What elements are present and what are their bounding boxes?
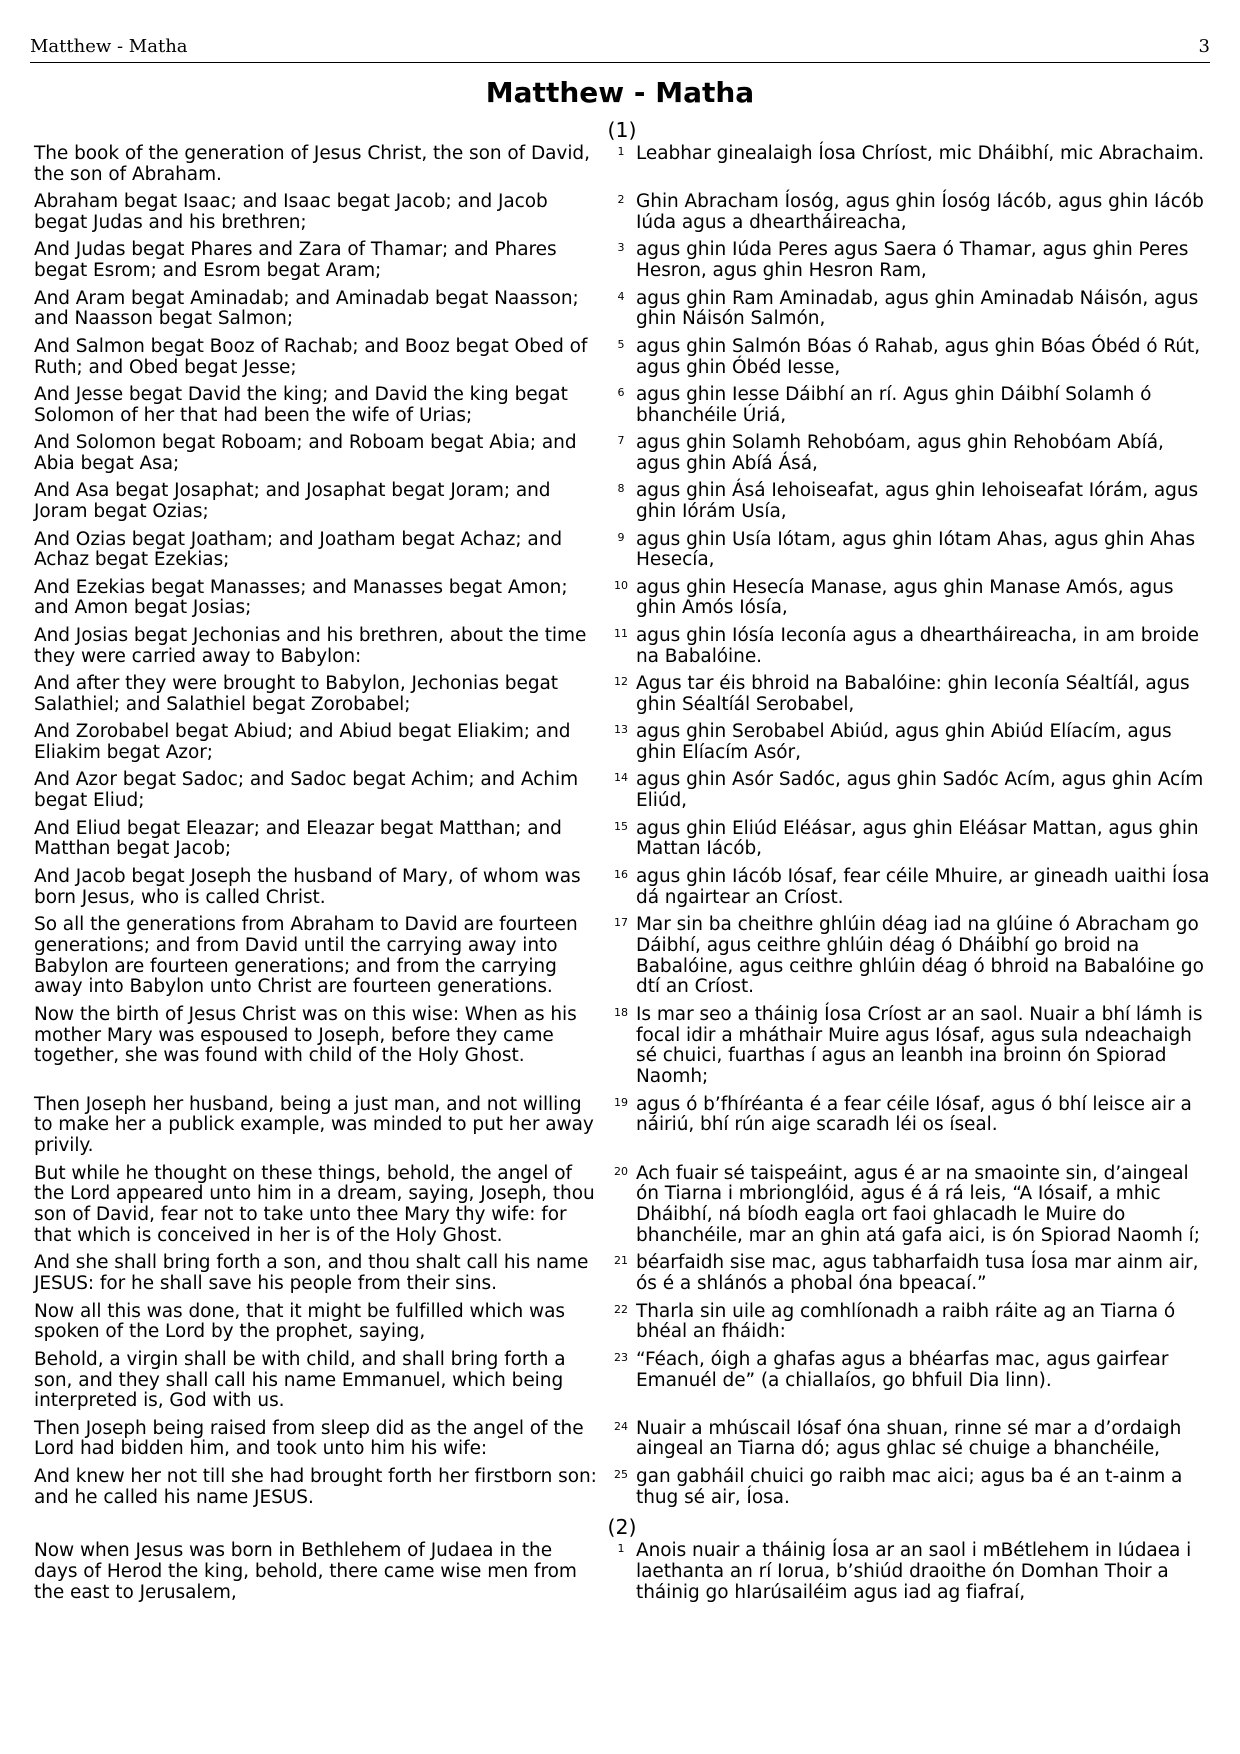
verse-english: And Jesse begat David the king; and David the king begat Solomon of her that had been the wife of Urias; (34, 383, 568, 426)
verse-row (34, 144, 1210, 186)
verse-number: 16 (614, 867, 628, 881)
verse-irish: agus ghin Hesecía Manase, agus ghin Manase Amós, agus ghin Amós Iósía, (636, 576, 1174, 619)
verse-number: 17 (614, 916, 628, 929)
verse-english: And Judas begat Phares and Zara of Thamar; and Phares begat Esrom; and Esrom begat Aram; (34, 239, 557, 282)
verse-number: 13 (614, 723, 628, 737)
verse-irish: béarfaidh sise mac, agus tabharfaidh tusa Íosa mar ainm air, ós é a shlánós a phobal óna bpeacaí.” (636, 1252, 1199, 1295)
verse-english: Now all this was done, that it might be fulfilled which was spoken of the Lord by the prophet, saying, (34, 1300, 565, 1343)
verse-number: 12 (614, 675, 628, 689)
verse-number: 2 (617, 193, 625, 207)
verse-english: And Ozias begat Joatham; and Joatham begat Achaz; and Achaz begat Ezekias; (34, 528, 563, 571)
verse-english: And after they were brought to Babylon, Jechonias begat Salathiel; and Salathiel begat Zorobabel; (34, 673, 559, 715)
verse-row (34, 1164, 1210, 1247)
verse-row (34, 1253, 1210, 1295)
verse-number: 22 (614, 1302, 628, 1316)
verse-number: 14 (614, 771, 628, 785)
verse-irish: Ach fuair sé taispeáint, agus é ar na smaointe sin, d’aingeal ón Tiarna i mbrionglóid, agus é á rá leis, “A Iósaif, a mhic Dháibhí, ná bíodh eagla ort faoi ghlacadh le Muire do bhanchéile, mar an ghin atá gafa aici, is ón Spiorad Naomh í; (636, 1162, 1200, 1246)
verse-row (34, 1350, 1210, 1412)
verse-row (34, 867, 1210, 909)
verse-irish: agus ghin Iúda Peres agus Saera ó Thamar, agus ghin Peres Hesron, agus ghin Hesron Ram, (636, 239, 1189, 282)
verse-irish: Mar sin ba cheithre ghlúin déag iad na glúine ó Abracham go Dáibhí, agus ceithre ghlúin déag ó Dháibhí go broid na Babalóine, agus ceithre ghlúin déag ó bhroid na Babalóine go dtí an Críost. (636, 914, 1204, 998)
verse-row (34, 337, 1210, 379)
verse-row (34, 674, 1210, 716)
verse-number: 23 (614, 1350, 628, 1364)
verse-irish: agus ghin Iácób Iósaf, fear céile Mhuire, ar gineadh uaithi Íosa dá ngairtear an Críost. (636, 865, 1210, 908)
chapter-heading: (2) (607, 1515, 637, 1540)
verse-irish: agus ghin Eliúd Eléásar, agus ghin Eléásar Mattan, agus ghin Mattan Iácób, (636, 817, 1199, 860)
verse-number: 11 (614, 626, 628, 640)
chapter-heading: (1) (607, 118, 637, 142)
verse-irish: Agus tar éis bhroid na Babalóine: ghin Ieconía Séaltíál, agus ghin Séaltíál Serobabel, (636, 673, 1190, 715)
verse-english: Behold, a virgin shall be with child, and shall bring forth a son, and they shall call his name Emmanuel, which being interpreted is, God with us. (34, 1348, 566, 1412)
verse-irish: agus ghin Iesse Dáibhí an rí. Agus ghin Dáibhí Solamh ó bhanchéile Úriá, (636, 383, 1152, 426)
verse-english: The book of the generation of Jesus Christ, the son of David, the son of Abraham. (34, 143, 590, 185)
verse-english: So all the generations from Abraham to David are fourteen generations; and from David until the carrying away into Babylon are fourteen generations; and from the carrying away into Babylon unto Christ are fourteen generations. (34, 914, 578, 998)
verse-english: And Eliud begat Eleazar; and Eleazar begat Matthan; and Matthan begat Jacob; (34, 817, 562, 860)
verse-number: 9 (617, 530, 625, 544)
parallel-text (34, 118, 1210, 1610)
verse-irish: agus ghin Ásá Iehoiseafat, agus ghin Iehoiseafat Iórám, agus ghin Iórám Usía, (636, 480, 1199, 523)
verse-irish: gan gabháil chuici go raibh mac aici; agus ba é an t-ainm a thug sé air, Íosa. (636, 1465, 1183, 1508)
verse-english: Then Joseph her husband, being a just man, and not willing to make her a publick example, was minded to put her away privily. (34, 1093, 594, 1157)
verse-english: And Solomon begat Roboam; and Roboam begat Abia; and Abia begat Asa; (34, 432, 577, 474)
verse-english: Now when Jesus was born in Bethlehem of Judaea in the days of Herod the king, behold, there came wise men from the east to Jerusalem, (34, 1540, 577, 1603)
verse-number: 24 (614, 1419, 628, 1433)
verse-english: And Ezekias begat Manasses; and Manasses begat Amon; and Amon begat Josias; (34, 576, 568, 619)
verse-row (34, 1467, 1210, 1509)
verse-row (34, 1005, 1210, 1088)
verse-number: 5 (617, 337, 625, 351)
verse-row (34, 915, 1210, 998)
verse-row (34, 819, 1210, 861)
book-title: Matthew - Matha (485, 76, 755, 109)
verse-english: And Asa begat Josaphat; and Josaphat begat Joram; and Joram begat Ozias; (34, 480, 551, 523)
verse-number: 1 (617, 145, 625, 158)
verse-number: 15 (614, 819, 628, 833)
verse-english: And Zorobabel begat Abiud; and Abiud begat Eliakim; and Eliakim begat Azor; (34, 721, 571, 764)
verse-row (34, 1419, 1210, 1461)
running-title: Matthew - Matha (30, 36, 188, 57)
verse-english: And Azor begat Sadoc; and Sadoc begat Achim; and Achim begat Eliud; (34, 769, 579, 812)
verse-row (34, 1302, 1210, 1344)
verse-irish: Leabhar ginealaigh Íosa Chríost, mic Dháibhí, mic Abrachaim. (636, 143, 1205, 164)
verse-row (34, 1095, 1210, 1157)
verse-english: And Aram begat Aminadab; and Aminadab begat Naasson; and Naasson begat Salmon; (34, 287, 579, 330)
verse-irish: agus ghin Salmón Bóas ó Rahab, agus ghin Bóas Óbéd ó Rút, agus ghin Óbéd Iesse, (636, 335, 1201, 378)
verse-number: 1 (617, 1542, 625, 1556)
verse-number: 20 (614, 1164, 628, 1178)
verse-english: And knew her not till she had brought forth her firstborn son: and he called his name JESUS. (34, 1465, 597, 1508)
verse-irish: Tharla sin uile ag comhlíonadh a raibh ráite ag an Tiarna ó bhéal an fháidh: (636, 1300, 1176, 1343)
verse-number: 18 (614, 1005, 628, 1019)
verse-row (34, 433, 1210, 475)
verse-irish: agus ghin Asór Sadóc, agus ghin Sadóc Acím, agus ghin Acím Eliúd, (636, 769, 1204, 812)
verse-irish: agus ghin Usía Iótam, agus ghin Iótam Ahas, agus ghin Ahas Hesecía, (636, 528, 1196, 571)
verse-row (34, 530, 1210, 572)
verse-number: 10 (614, 578, 628, 592)
page-number: 3 (1198, 36, 1210, 57)
verse-english: And Salmon begat Booz of Rachab; and Booz begat Obed of Ruth; and Obed begat Jesse; (34, 335, 588, 378)
verse-irish: agus ghin Iósía Ieconía agus a dheartháireacha, in am broide na Babalóine. (636, 624, 1199, 667)
verse-number: 6 (617, 385, 625, 399)
verse-english: Abraham begat Isaac; and Isaac begat Jacob; and Jacob begat Judas and his brethren; (34, 191, 548, 233)
verse-irish: Nuair a mhúscail Iósaf óna shuan, rinne sé mar a d’ordaigh aingeal an Tiarna dó; agus ghlac sé chuige a bhanchéile, (636, 1417, 1182, 1460)
verse-row (34, 770, 1210, 812)
verse-irish: Anois nuair a tháinig Íosa ar an saol i mBétlehem in Iúdaea i laethanta an rí Iorua, b’shiúd draoithe ón Domhan Thoir a tháinig go hIarúsailéim agus iad ag fiafraí, (636, 1540, 1192, 1603)
verse-number: 7 (617, 434, 625, 448)
verse-number: 3 (617, 241, 625, 255)
verse-irish: “Féach, óigh a ghafas agus a bhéarfas mac, agus gairfear Emanuél de” (a chiallaíos, go bhfuil Dia linn). (636, 1348, 1169, 1391)
verse-english: But while he thought on these things, behold, the angel of the Lord appeared unto him in a dream, saying, Joseph, thou son of David, fear not to take unto thee Mary thy wife: for that which is conceived in her is of the Holy Ghost. (34, 1162, 595, 1246)
verse-english: Now the birth of Jesus Christ was on this wise: When as his mother Mary was espoused to Joseph, before they came together, she was found with child of the Holy Ghost. (34, 1003, 577, 1067)
verse-row (34, 385, 1210, 427)
verse-row (34, 578, 1210, 620)
verse-irish: Ghin Abracham Íosóg, agus ghin Íosóg Iácób, agus ghin Iácób Iúda agus a dheartháireacha, (636, 191, 1204, 233)
verse-irish: Is mar seo a tháinig Íosa Críost ar an saol. Nuair a bhí lámh is focal idir a mháthair Muire agus Iósaf, agus sula ndeachaigh sé chuici, fuarthas í agus an leanbh ina broinn ón Spiorad Naomh; (636, 1003, 1203, 1088)
verse-irish: agus ghin Serobabel Abiúd, agus ghin Abiúd Elíacím, agus ghin Elíacím Asór, (636, 721, 1172, 764)
verse-row (34, 1541, 1210, 1603)
verse-number: 25 (614, 1467, 628, 1481)
verse-row (34, 481, 1210, 523)
verse-number: 8 (617, 482, 625, 496)
verse-english: And Josias begat Jechonias and his brethren, about the time they were carried away to Babylon: (34, 624, 587, 667)
verse-irish: agus ghin Solamh Rehobóam, agus ghin Rehobóam Abíá, agus ghin Abíá Ásá, (636, 432, 1164, 474)
verse-row (34, 626, 1210, 668)
running-header (30, 34, 1210, 63)
verse-english: Then Joseph being raised from sleep did as the angel of the Lord had bidden him, and took unto him his wife: (34, 1417, 584, 1460)
verse-row (34, 240, 1210, 282)
verse-number: 19 (614, 1095, 628, 1109)
verse-row (34, 289, 1210, 331)
verse-english: And Jacob begat Joseph the husband of Mary, of whom was born Jesus, who is called Christ. (34, 865, 581, 908)
verse-row (34, 192, 1210, 234)
verse-irish: agus ghin Ram Aminadab, agus ghin Aminadab Náisón, agus ghin Náisón Salmón, (636, 287, 1199, 330)
verse-number: 21 (614, 1254, 628, 1268)
verse-english: And she shall bring forth a son, and thou shalt call his name JESUS: for he shall save his people from their sins. (34, 1252, 589, 1295)
verse-irish: agus ó b’fhíréanta é a fear céile Iósaf, agus ó bhí leisce air a náiriú, bhí rún aige scaradh léi os íseal. (636, 1093, 1192, 1136)
verse-number: 4 (617, 289, 625, 303)
verse-row (34, 722, 1210, 764)
